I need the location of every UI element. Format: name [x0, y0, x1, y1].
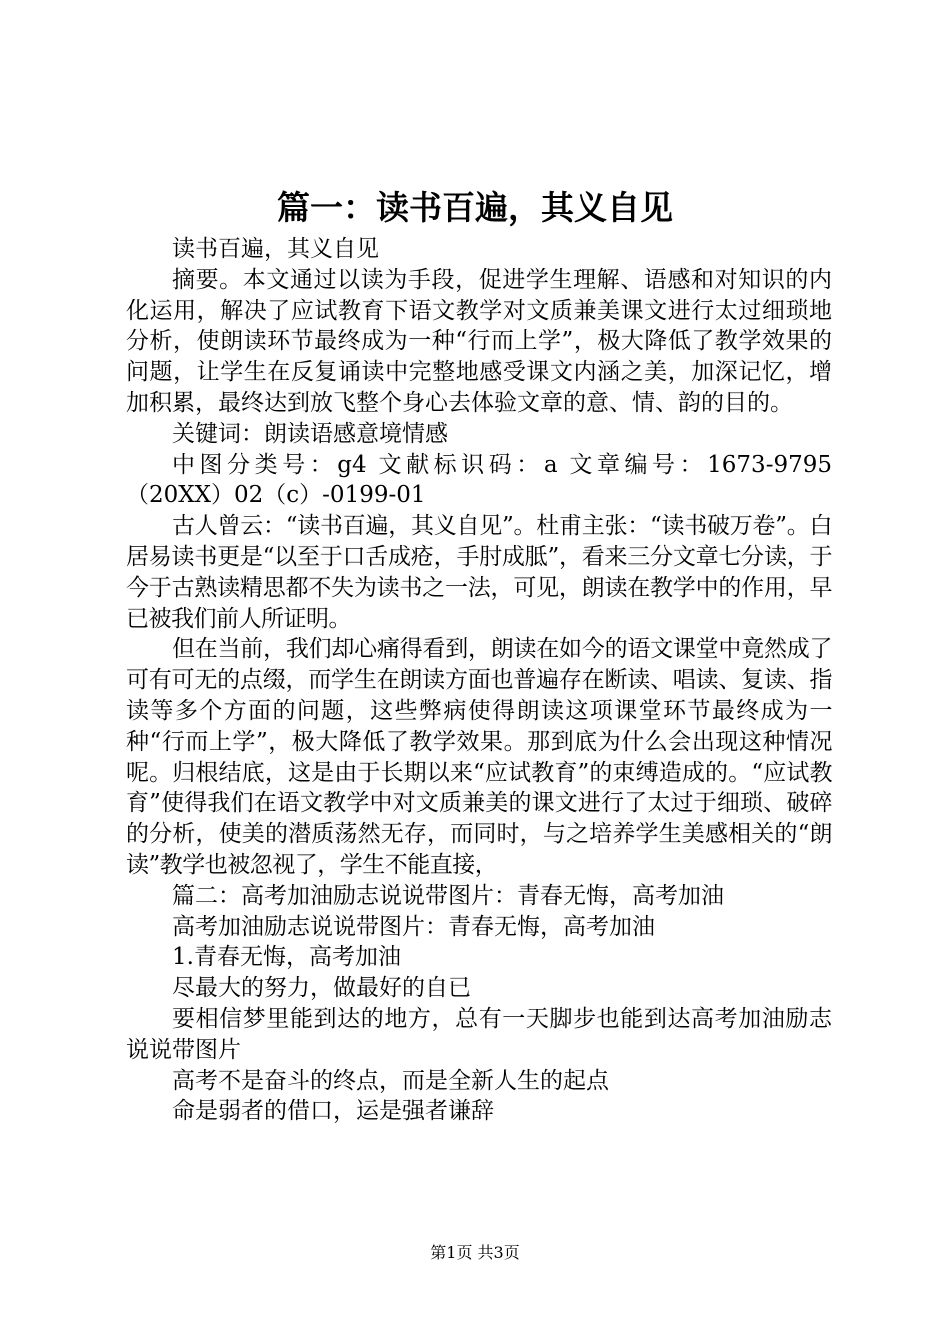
list-item: 要相信梦里能到达的地方，总有一天脚步也能到达高考加油励志说说带图片 [126, 1005, 832, 1063]
list-item: 高考不是奋斗的终点，而是全新人生的起点 [172, 1067, 609, 1094]
body-paragraph: 读书百遍，其义自见 [172, 236, 379, 262]
body-paragraph: 但在当前，我们却心痛得看到，朗读在如今的语文课堂中竟然成了可有可无的点缀，而学生在朗读方面也普遍存在断读、唱读、复读、指读等多个方面的问题，这些弊病使得朗读这项课堂环节最终成为一种“行而上学”，极大降低了教学效果。那到底为什么会出现这种情况呢。归根结底，这是由于长期以来“应试教育”的束缚造成的。“应试教育”使得我们在语文教学中对文质兼美的课文进行了太过于细琐、破碎的分析，使美的潜质荡然无存，而同时，与之培养学生美感相关的“朗读”教学也被忽视了，学生不能直接， [126, 636, 832, 878]
list-item: 1.青春无悔，高考加油 [172, 944, 401, 971]
keywords-paragraph: 关键词：朗读语感意境情感 [172, 420, 448, 447]
body-paragraph: 高考加油励志说说带图片：青春无悔，高考加油 [172, 913, 655, 940]
classification-paragraph: 中图分类号：g4 文献标识码：a 文章编号：1673-9795（20XX）02（c）-0199-01 [126, 451, 832, 509]
body-paragraph: 古人曾云：“读书百遍，其义自见”。杜甫主张：“读书破万卷”。白居易读书更是“以至于口舌成疮，手肘成胝”，看来三分文章七分读，于今于古熟读精思都不失为读书之一法，可见，朗读在教学中的作用，早已被我们前人所证明。 [126, 513, 832, 632]
list-item: 尽最大的努力，做最好的自已 [172, 975, 471, 1002]
page-footer: 第1页 共3页 [430, 1243, 520, 1262]
list-item: 命是弱者的借口，运是强者谦辞 [172, 1098, 494, 1125]
document-body [126, 234, 832, 1127]
section-heading: 篇二：高考加油励志说说带图片：青春无悔，高考加油 [172, 882, 724, 909]
abstract-paragraph: 摘要。本文通过以读为手段，促进学生理解、语感和对知识的内化运用，解决了应试教育下语文教学对文质兼美课文进行太过细琐地分析，使朗读环节最终成为一种“行而上学”，极大降低了教学效果的问题，让学生在反复诵读中完整地感受课文内涵之美，加深记忆，增加积累，最终达到放飞整个身心去体验文章的意、情、韵的目的。 [126, 266, 832, 416]
document-title: 篇一：读书百遍，其义自见 [277, 188, 673, 227]
